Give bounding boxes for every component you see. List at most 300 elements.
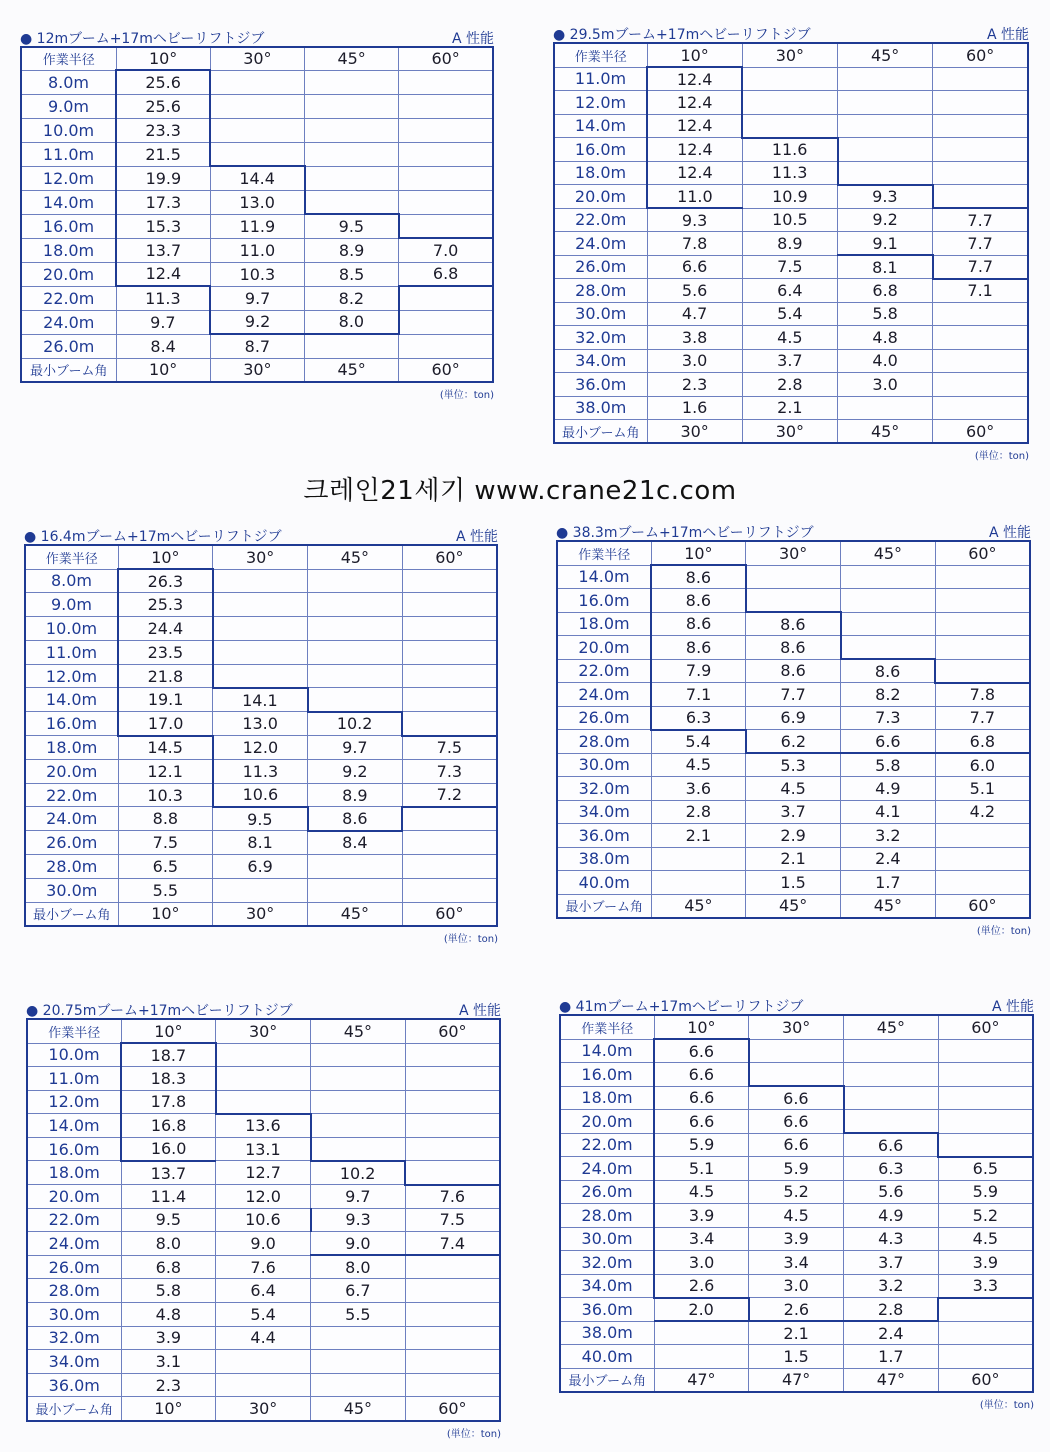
header-cell: 45° [838, 43, 933, 67]
radius-cell: 12.0m [21, 166, 116, 190]
radius-cell: 24.0m [560, 1157, 654, 1181]
capacity-cell: 7.8 [935, 683, 1030, 707]
capacity-cell [402, 593, 497, 617]
footer-row [25, 902, 497, 926]
capacity-cell [935, 565, 1030, 589]
footer-cell: 60° [933, 420, 1028, 444]
table-row [560, 1086, 1033, 1110]
footer-row [560, 1368, 1033, 1392]
radius-cell: 14.0m [21, 190, 116, 214]
capacity-cell [749, 1063, 844, 1087]
capacity-cell: 12.7 [216, 1161, 311, 1185]
radius-cell: 18.0m [21, 238, 116, 262]
capacity-cell: 11.0 [647, 185, 742, 209]
radius-cell: 20.0m [560, 1110, 654, 1134]
capacity-cell: 8.0 [305, 310, 399, 334]
capacity-cell [311, 1326, 406, 1350]
radius-cell: 24.0m [554, 232, 647, 256]
capacity-cell: 3.9 [749, 1227, 844, 1251]
footer-cell: 60° [935, 894, 1030, 918]
table-row [21, 310, 493, 334]
capacity-cell [933, 138, 1028, 162]
capacity-cell: 8.6 [651, 589, 746, 613]
load-chart-table [24, 544, 498, 927]
header-cell: 30° [213, 545, 308, 569]
radius-cell: 36.0m [554, 373, 647, 397]
table-row [557, 706, 1030, 730]
capacity-cell [933, 396, 1028, 420]
footer-cell: 30° [216, 1397, 311, 1421]
radius-cell: 12.0m [554, 91, 647, 115]
capacity-cell [838, 91, 933, 115]
capacity-cell [405, 1255, 500, 1279]
capacity-cell [405, 1114, 500, 1138]
capacity-cell: 3.0 [838, 373, 933, 397]
header-cell: 10° [647, 43, 742, 67]
table-row [21, 334, 493, 358]
radius-cell: 30.0m [557, 753, 651, 777]
header-row [25, 545, 497, 569]
radius-cell: 12.0m [27, 1090, 121, 1114]
table-row [25, 712, 497, 736]
table-row [560, 1063, 1033, 1087]
table-row [560, 1133, 1033, 1157]
table-row [27, 1137, 500, 1161]
capacity-cell [935, 824, 1030, 848]
table-row [27, 1208, 500, 1232]
capacity-cell: 9.7 [308, 736, 403, 760]
capacity-cell: 5.1 [935, 777, 1030, 801]
radius-cell: 11.0m [554, 67, 647, 91]
capacity-cell [305, 334, 399, 358]
table-row [21, 262, 493, 286]
header-cell: 30° [210, 47, 304, 70]
capacity-cell [935, 612, 1030, 636]
capacity-cell [311, 1137, 406, 1161]
capacity-cell: 6.6 [841, 730, 936, 754]
capacity-cell: 6.6 [654, 1039, 749, 1063]
radius-cell: 9.0m [25, 593, 118, 617]
performance-label: A 性能 [988, 525, 1031, 541]
radius-cell: 11.0m [21, 142, 116, 166]
capacity-cell [844, 1086, 939, 1110]
capacity-cell: 2.4 [844, 1321, 939, 1345]
capacity-cell [838, 138, 933, 162]
capacity-cell: 8.4 [308, 831, 403, 855]
table-row [21, 286, 493, 310]
footer-cell: 45° [308, 902, 403, 926]
capacity-cell: 6.4 [742, 279, 837, 303]
capacity-cell: 6.6 [749, 1110, 844, 1134]
capacity-cell [216, 1067, 311, 1091]
header-cell: 10° [121, 1019, 216, 1043]
header-cell: 作業半径 [25, 545, 118, 569]
table-row [557, 847, 1030, 871]
panel-header [553, 22, 1029, 42]
radius-cell: 18.0m [560, 1086, 654, 1110]
radius-cell: 36.0m [557, 824, 651, 848]
capacity-cell [742, 114, 837, 138]
table-row [25, 617, 497, 641]
capacity-cell: 7.6 [216, 1255, 311, 1279]
radius-cell: 16.0m [21, 214, 116, 238]
capacity-cell [405, 1161, 500, 1185]
capacity-cell: 4.8 [838, 326, 933, 350]
capacity-cell [399, 118, 493, 142]
capacity-cell [654, 1321, 749, 1345]
table-row [557, 659, 1030, 683]
capacity-cell: 1.7 [844, 1345, 939, 1369]
capacity-cell: 5.2 [938, 1204, 1033, 1228]
header-cell: 30° [749, 1015, 844, 1039]
capacity-cell: 3.4 [749, 1251, 844, 1275]
radius-cell: 26.0m [25, 831, 118, 855]
table-row [560, 1204, 1033, 1228]
capacity-cell [308, 593, 403, 617]
capacity-cell: 7.5 [405, 1208, 500, 1232]
capacity-cell: 3.9 [121, 1326, 216, 1350]
capacity-cell [399, 286, 493, 310]
capacity-cell: 6.5 [938, 1157, 1033, 1181]
unit-note: (単位：ton) [443, 933, 498, 945]
radius-cell: 8.0m [25, 569, 118, 593]
capacity-cell [311, 1043, 406, 1067]
capacity-cell [938, 1133, 1033, 1157]
capacity-cell [399, 310, 493, 334]
table-row [25, 759, 497, 783]
performance-label: A 性能 [986, 27, 1029, 43]
capacity-cell: 13.0 [210, 190, 304, 214]
capacity-cell: 7.3 [841, 706, 936, 730]
table-row [21, 142, 493, 166]
capacity-cell [405, 1303, 500, 1327]
capacity-cell: 15.3 [116, 214, 210, 238]
header-row [560, 1015, 1033, 1039]
capacity-cell [841, 612, 936, 636]
capacity-cell: 18.7 [121, 1043, 216, 1067]
capacity-cell [311, 1067, 406, 1091]
capacity-cell [399, 70, 493, 94]
capacity-cell: 8.6 [746, 612, 841, 636]
footer-cell: 45° [311, 1397, 406, 1421]
capacity-cell [938, 1345, 1033, 1369]
capacity-cell: 5.9 [749, 1157, 844, 1181]
header-row [557, 541, 1030, 565]
table-row [27, 1303, 500, 1327]
header-cell: 10° [118, 545, 213, 569]
capacity-cell: 11.9 [210, 214, 304, 238]
table-row [27, 1373, 500, 1397]
performance-label: A 性能 [455, 529, 498, 545]
capacity-cell [841, 636, 936, 660]
capacity-cell [938, 1321, 1033, 1345]
table-row [554, 138, 1028, 162]
capacity-cell: 9.5 [213, 807, 308, 831]
capacity-cell [935, 636, 1030, 660]
capacity-cell: 7.6 [405, 1185, 500, 1209]
capacity-cell: 8.1 [213, 831, 308, 855]
capacity-cell [305, 70, 399, 94]
capacity-cell [311, 1114, 406, 1138]
header-cell: 45° [844, 1015, 939, 1039]
capacity-cell: 3.3 [938, 1274, 1033, 1298]
capacity-cell: 6.8 [838, 279, 933, 303]
radius-cell: 24.0m [21, 310, 116, 334]
capacity-cell: 14.5 [118, 736, 213, 760]
footer-cell: 最小ブーム角 [21, 358, 116, 382]
capacity-cell: 23.3 [116, 118, 210, 142]
capacity-cell: 12.0 [213, 736, 308, 760]
header-cell: 45° [305, 47, 399, 70]
capacity-cell: 5.8 [841, 753, 936, 777]
capacity-cell [938, 1110, 1033, 1134]
capacity-cell: 5.1 [654, 1157, 749, 1181]
capacity-cell [938, 1063, 1033, 1087]
capacity-cell: 7.5 [402, 736, 497, 760]
header-cell: 10° [654, 1015, 749, 1039]
capacity-cell [405, 1043, 500, 1067]
panel-header [556, 520, 1031, 540]
radius-cell: 14.0m [557, 565, 651, 589]
panel-title: ● 29.5mブーム+17mヘビーリフトジブ [553, 27, 811, 43]
capacity-cell: 4.4 [216, 1326, 311, 1350]
table-row [27, 1350, 500, 1374]
capacity-cell [402, 640, 497, 664]
capacity-cell [742, 67, 837, 91]
capacity-cell: 6.9 [746, 706, 841, 730]
table-row [560, 1274, 1033, 1298]
table-row [25, 855, 497, 879]
header-cell: 10° [116, 47, 210, 70]
capacity-cell [405, 1350, 500, 1374]
capacity-cell: 9.1 [838, 232, 933, 256]
header-cell: 60° [935, 541, 1030, 565]
radius-cell: 14.0m [560, 1039, 654, 1063]
capacity-cell [935, 847, 1030, 871]
load-chart-table [20, 46, 494, 383]
capacity-cell: 13.1 [216, 1137, 311, 1161]
table-row [27, 1232, 500, 1256]
capacity-cell: 25.6 [116, 94, 210, 118]
capacity-cell: 5.4 [651, 730, 746, 754]
capacity-cell [654, 1345, 749, 1369]
header-cell: 45° [841, 541, 936, 565]
capacity-cell [308, 855, 403, 879]
capacity-cell: 12.1 [118, 759, 213, 783]
table-row [554, 208, 1028, 232]
table-row [554, 161, 1028, 185]
capacity-cell [938, 1298, 1033, 1322]
radius-cell: 22.0m [557, 659, 651, 683]
capacity-cell: 3.0 [654, 1251, 749, 1275]
capacity-cell [213, 593, 308, 617]
unit-note: (単位：ton) [979, 1399, 1034, 1411]
radius-cell: 12.0m [25, 664, 118, 688]
capacity-cell [210, 70, 304, 94]
radius-cell: 18.0m [554, 161, 647, 185]
radius-cell: 18.0m [25, 736, 118, 760]
capacity-cell: 7.8 [647, 232, 742, 256]
footer-cell: 10° [118, 902, 213, 926]
table-row [27, 1114, 500, 1138]
header-row [21, 47, 493, 70]
table-row [21, 70, 493, 94]
capacity-cell: 12.4 [647, 161, 742, 185]
capacity-cell [402, 855, 497, 879]
capacity-cell [311, 1350, 406, 1374]
table-row [560, 1251, 1033, 1275]
capacity-cell: 9.7 [311, 1185, 406, 1209]
capacity-panel-29-5m [553, 22, 1029, 462]
radius-cell: 34.0m [27, 1350, 121, 1374]
performance-label: A 性能 [451, 31, 494, 47]
footer-row [554, 420, 1028, 444]
capacity-cell: 3.1 [121, 1350, 216, 1374]
radius-cell: 32.0m [554, 326, 647, 350]
table-row [560, 1180, 1033, 1204]
capacity-cell: 12.0 [216, 1185, 311, 1209]
capacity-cell [402, 831, 497, 855]
capacity-cell: 4.5 [654, 1180, 749, 1204]
capacity-cell [308, 878, 403, 902]
capacity-cell: 6.0 [935, 753, 1030, 777]
footer-cell: 45° [838, 420, 933, 444]
table-row [25, 807, 497, 831]
table-row [21, 238, 493, 262]
capacity-cell: 2.3 [647, 373, 742, 397]
capacity-cell: 13.0 [213, 712, 308, 736]
table-row [560, 1227, 1033, 1251]
radius-cell: 36.0m [560, 1298, 654, 1322]
table-row [25, 783, 497, 807]
radius-cell: 24.0m [25, 807, 118, 831]
footer-cell: 45° [305, 358, 399, 382]
capacity-cell [216, 1043, 311, 1067]
table-row [554, 114, 1028, 138]
capacity-cell: 2.1 [749, 1321, 844, 1345]
capacity-cell [311, 1373, 406, 1397]
capacity-cell: 9.2 [308, 759, 403, 783]
capacity-cell [308, 664, 403, 688]
capacity-cell [933, 161, 1028, 185]
capacity-cell: 3.7 [746, 800, 841, 824]
capacity-cell: 26.3 [118, 569, 213, 593]
capacity-cell: 3.2 [844, 1274, 939, 1298]
capacity-cell: 4.3 [844, 1227, 939, 1251]
capacity-cell: 8.6 [651, 636, 746, 660]
header-cell: 作業半径 [21, 47, 116, 70]
capacity-cell: 9.3 [647, 208, 742, 232]
capacity-cell [308, 617, 403, 641]
table-row [25, 569, 497, 593]
capacity-cell: 3.4 [654, 1227, 749, 1251]
capacity-cell [935, 871, 1030, 895]
capacity-cell: 6.6 [844, 1133, 939, 1157]
load-chart-table [553, 42, 1029, 444]
capacity-cell [405, 1373, 500, 1397]
footer-row [27, 1397, 500, 1421]
table-row [27, 1255, 500, 1279]
radius-cell: 10.0m [21, 118, 116, 142]
capacity-cell: 10.6 [213, 783, 308, 807]
capacity-cell: 21.8 [118, 664, 213, 688]
table-row [554, 373, 1028, 397]
table-row [27, 1185, 500, 1209]
capacity-cell: 3.2 [841, 824, 936, 848]
footer-cell: 47° [749, 1368, 844, 1392]
capacity-cell: 7.9 [651, 659, 746, 683]
table-row [557, 800, 1030, 824]
table-row [25, 688, 497, 712]
header-cell: 60° [402, 545, 497, 569]
table-row [27, 1279, 500, 1303]
capacity-cell: 12.4 [647, 67, 742, 91]
capacity-cell: 11.0 [210, 238, 304, 262]
table-row [557, 683, 1030, 707]
radius-cell: 20.0m [554, 185, 647, 209]
capacity-cell: 5.4 [742, 302, 837, 326]
radius-cell: 16.0m [25, 712, 118, 736]
capacity-cell: 12.4 [116, 262, 210, 286]
capacity-cell: 6.6 [654, 1086, 749, 1110]
capacity-cell: 4.7 [647, 302, 742, 326]
capacity-cell: 10.5 [742, 208, 837, 232]
radius-cell: 9.0m [21, 94, 116, 118]
table-row [21, 94, 493, 118]
capacity-cell: 2.9 [746, 824, 841, 848]
footer-cell: 最小ブーム角 [27, 1397, 121, 1421]
radius-cell: 38.0m [554, 396, 647, 420]
capacity-cell: 5.6 [844, 1180, 939, 1204]
capacity-cell: 2.8 [844, 1298, 939, 1322]
capacity-cell: 7.3 [402, 759, 497, 783]
capacity-cell: 13.7 [116, 238, 210, 262]
capacity-cell [405, 1090, 500, 1114]
capacity-cell: 9.0 [216, 1232, 311, 1256]
capacity-cell: 13.6 [216, 1114, 311, 1138]
capacity-cell: 8.8 [118, 807, 213, 831]
capacity-cell [305, 118, 399, 142]
footer-cell: 60° [938, 1368, 1033, 1392]
table-row [27, 1043, 500, 1067]
capacity-cell: 4.9 [841, 777, 936, 801]
capacity-cell: 7.5 [742, 255, 837, 279]
footer-cell: 30° [213, 902, 308, 926]
capacity-cell [402, 688, 497, 712]
radius-cell: 30.0m [554, 302, 647, 326]
capacity-cell: 8.6 [308, 807, 403, 831]
capacity-cell: 7.2 [402, 783, 497, 807]
capacity-cell [305, 94, 399, 118]
capacity-cell [402, 807, 497, 831]
capacity-cell: 17.8 [121, 1090, 216, 1114]
capacity-cell [749, 1039, 844, 1063]
radius-cell: 32.0m [560, 1251, 654, 1275]
capacity-cell: 8.6 [841, 659, 936, 683]
capacity-cell: 2.1 [742, 396, 837, 420]
performance-label: A 性能 [991, 999, 1034, 1015]
footer-row [21, 358, 493, 382]
radius-cell: 28.0m [27, 1279, 121, 1303]
radius-cell: 26.0m [21, 334, 116, 358]
radius-cell: 34.0m [560, 1274, 654, 1298]
capacity-cell [841, 565, 936, 589]
capacity-cell: 9.5 [121, 1208, 216, 1232]
capacity-cell: 6.9 [213, 855, 308, 879]
capacity-cell: 16.8 [121, 1114, 216, 1138]
capacity-cell [399, 190, 493, 214]
capacity-cell: 6.2 [746, 730, 841, 754]
